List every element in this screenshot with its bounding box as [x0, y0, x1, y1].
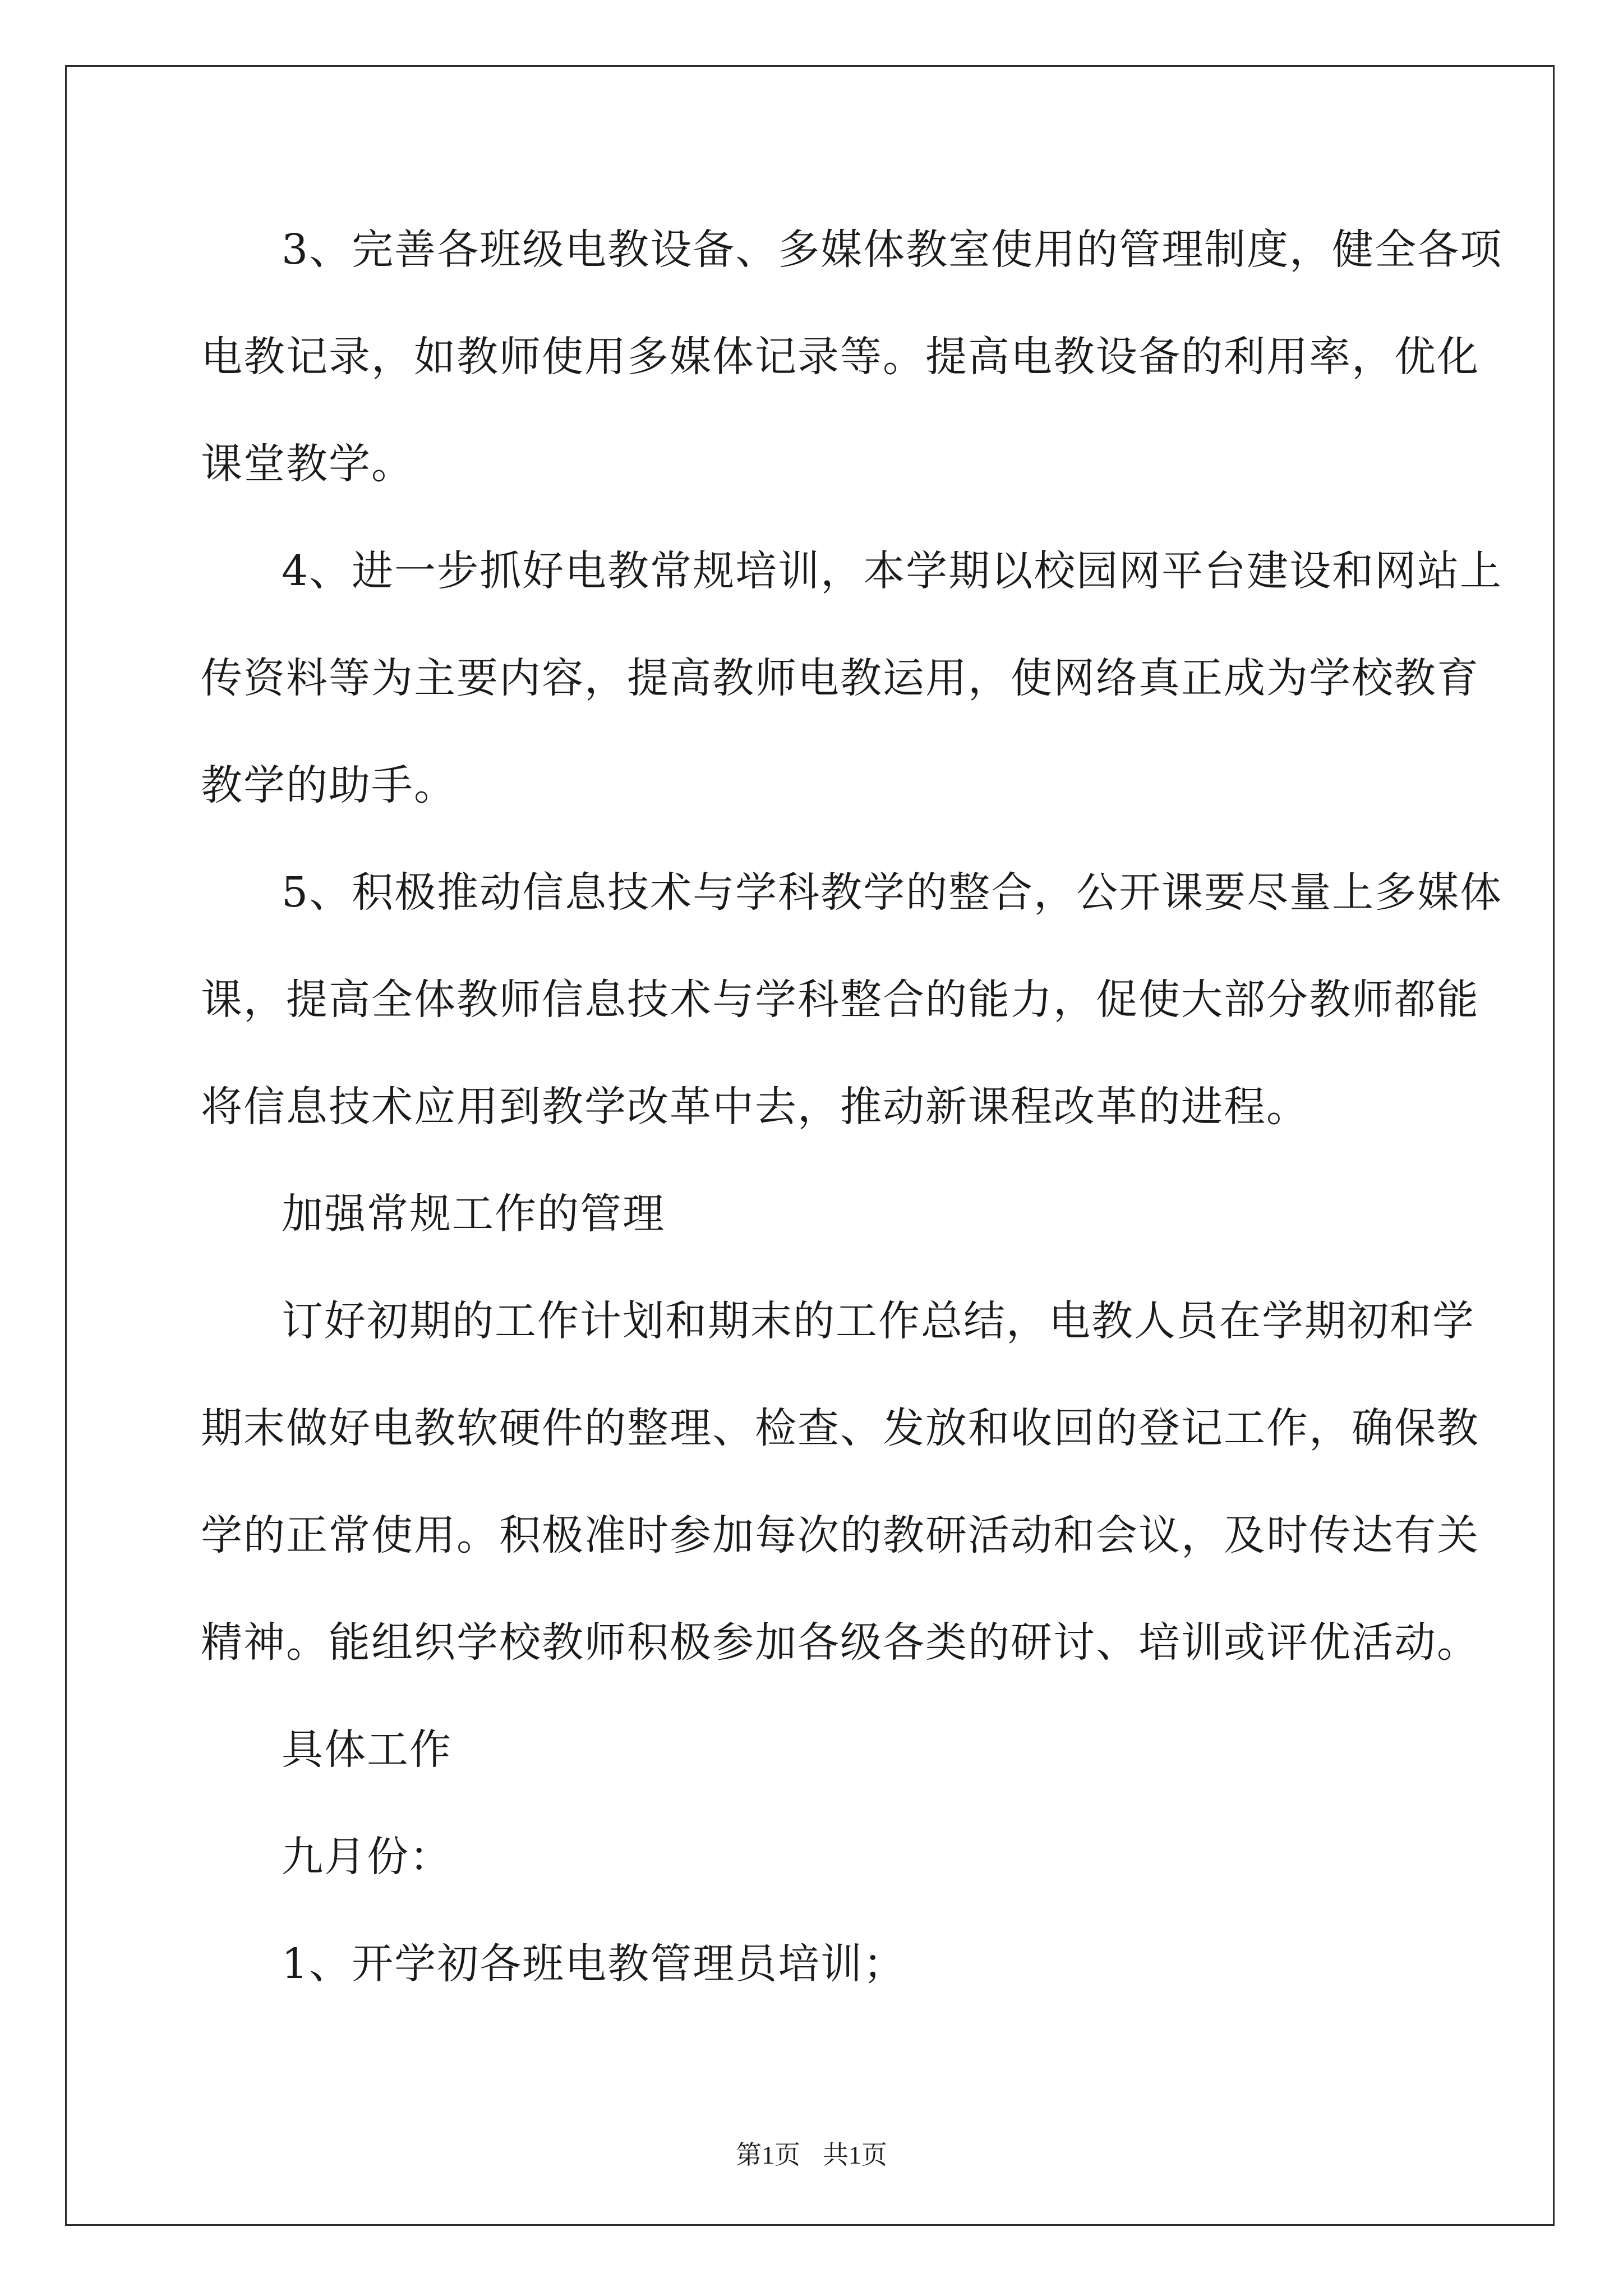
text-line: 1、开学初各班电教管理员培训；	[282, 1940, 906, 1988]
text-line: 教学的助手。	[201, 761, 457, 809]
text-line: 3、完善各班级电教设备、多媒体教室使用的管理制度，健全各项	[282, 226, 1503, 274]
page-footer	[0, 2134, 1623, 2171]
text-line: 课堂教学。	[201, 440, 414, 488]
text-line: 订好初期的工作计划和期末的工作总结，电教人员在学期初和学	[282, 1297, 1475, 1345]
text-line: 传资料等为主要内容，提高教师电教运用，使网络真正成为学校教育	[201, 654, 1479, 702]
month-label: 九月份：	[282, 1833, 452, 1881]
text-line: 将信息技术应用到教学改革中去，推动新课程改革的进程。	[201, 1083, 1309, 1131]
text-line: 期末做好电教软硬件的整理、检查、发放和收回的登记工作，确保教	[201, 1404, 1479, 1452]
text-line: 5、积极推动信息技术与学科教学的整合，公开课要尽量上多媒体	[282, 868, 1503, 917]
text-line: 学的正常使用。积极准时参加每次的教研活动和会议，及时传达有关	[201, 1511, 1479, 1559]
text-line: 电教记录，如教师使用多媒体记录等。提高电教设备的利用率，优化	[201, 333, 1479, 381]
page-total: 共1页	[823, 2141, 887, 2169]
document-body	[201, 219, 1503, 2040]
text-line: 4、进一步抓好电教常规培训，本学期以校园网平台建设和网站上	[282, 547, 1503, 595]
section-heading: 加强常规工作的管理	[282, 1190, 665, 1238]
text-line: 精神。能组织学校教师积极参加各级各类的研讨、培训或评优活动。	[201, 1618, 1479, 1667]
page-number: 第1页	[736, 2141, 800, 2169]
section-heading: 具体工作	[282, 1726, 452, 1774]
text-line: 课，提高全体教师信息技术与学科整合的能力，促使大部分教师都能	[201, 976, 1479, 1024]
